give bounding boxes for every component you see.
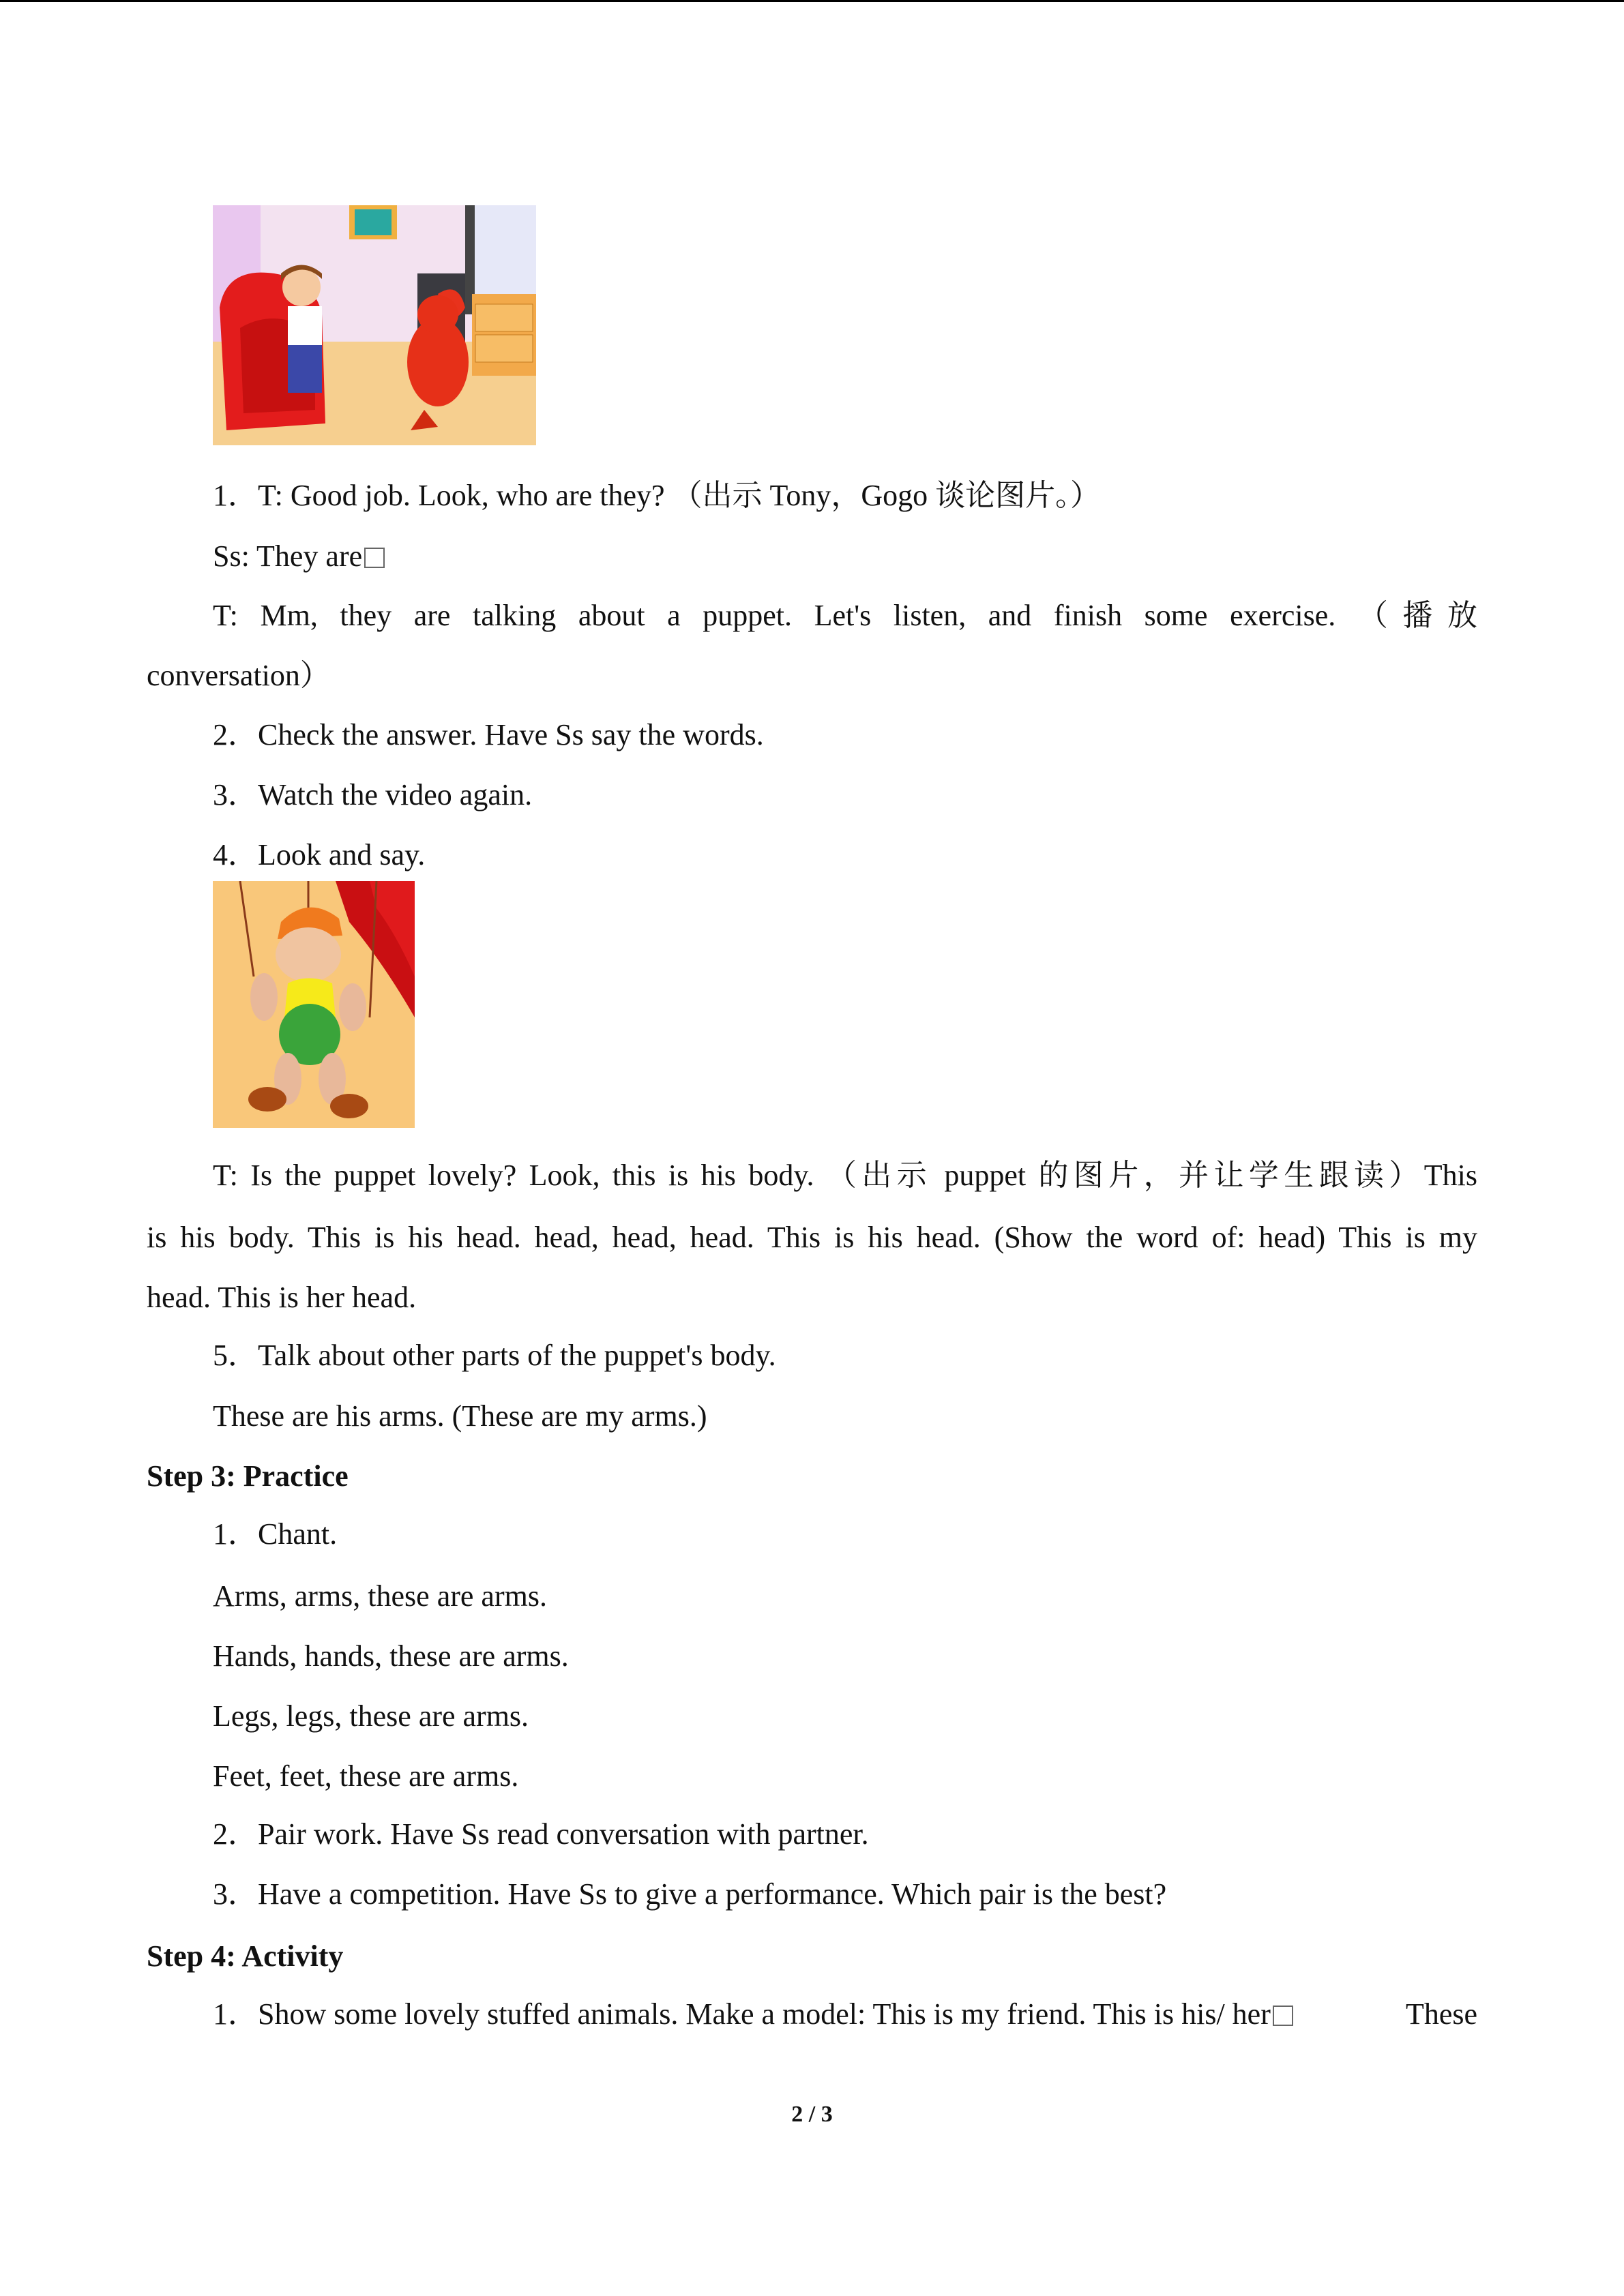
- line-chant-legs: Legs, legs, these are arms.: [213, 1699, 529, 1733]
- line-chant-arms: Arms, arms, these are arms.: [213, 1579, 547, 1613]
- line-his-arms: These are his arms. (These are my arms.): [213, 1399, 707, 1433]
- stuffed-animals-tail: These: [1405, 1997, 1477, 2031]
- classroom-scene-image: [213, 205, 536, 445]
- heading-step-4: Step 4: Activity: [147, 1939, 344, 1973]
- page-number: 2 / 3: [791, 2102, 833, 2127]
- stuffed-animals-main: 1．Show some lovely stuffed animals. Make a model: This is my friend. This is his/ her: [213, 1997, 1271, 2031]
- placeholder-box: [364, 548, 385, 568]
- line-competition: 3．Have a competition. Have Ss to give a performance. Which pair is the best?: [213, 1877, 1167, 1911]
- line-check-answer: 2．Check the answer. Have Ss say the words.: [213, 718, 764, 751]
- line-her-head: head. This is her head.: [147, 1281, 417, 1314]
- line-chant: 1．Chant.: [213, 1517, 338, 1551]
- line-other-parts: 5．Talk about other parts of the puppet's body.: [213, 1339, 776, 1372]
- line-pair-work: 2．Pair work. Have Ss read conversation with partner.: [213, 1817, 869, 1851]
- line-look-and-say: 4．Look and say.: [213, 838, 426, 871]
- line-chant-hands: Hands, hands, these are arms.: [213, 1639, 569, 1673]
- line-ss-they-are: [213, 536, 385, 577]
- line-conversation: conversation）: [147, 659, 330, 692]
- line-good-job: 1．T: Good job. Look, who are they? （出示 Tony，Gogo 谈论图片。）: [213, 479, 1101, 512]
- placeholder-box-2: [1273, 2006, 1293, 2026]
- line-puppet-lovely: T: Is the puppet lovely? Look, this is his body. （出示 puppet 的图片，并让学生跟读）This: [213, 1159, 1477, 1192]
- heading-step-3: Step 3: Practice: [147, 1459, 349, 1493]
- puppet-image: [213, 881, 415, 1128]
- line-talking-puppet: T: Mm, they are talking about a puppet. Let's listen, and finish some exercise. （播放: [213, 599, 1477, 632]
- line-stuffed-animals: [213, 1994, 1477, 2035]
- line-his-body: is his body. This is his head. head, head, head. This is his head. (Show the word of: head) This is my: [147, 1221, 1477, 1254]
- line-watch-video: 3．Watch the video again.: [213, 778, 533, 811]
- stuffed-animals-text: [213, 1994, 1293, 2035]
- ss-they-are-text: Ss: They are: [213, 539, 363, 573]
- line-chant-feet: Feet, feet, these are arms.: [213, 1759, 519, 1793]
